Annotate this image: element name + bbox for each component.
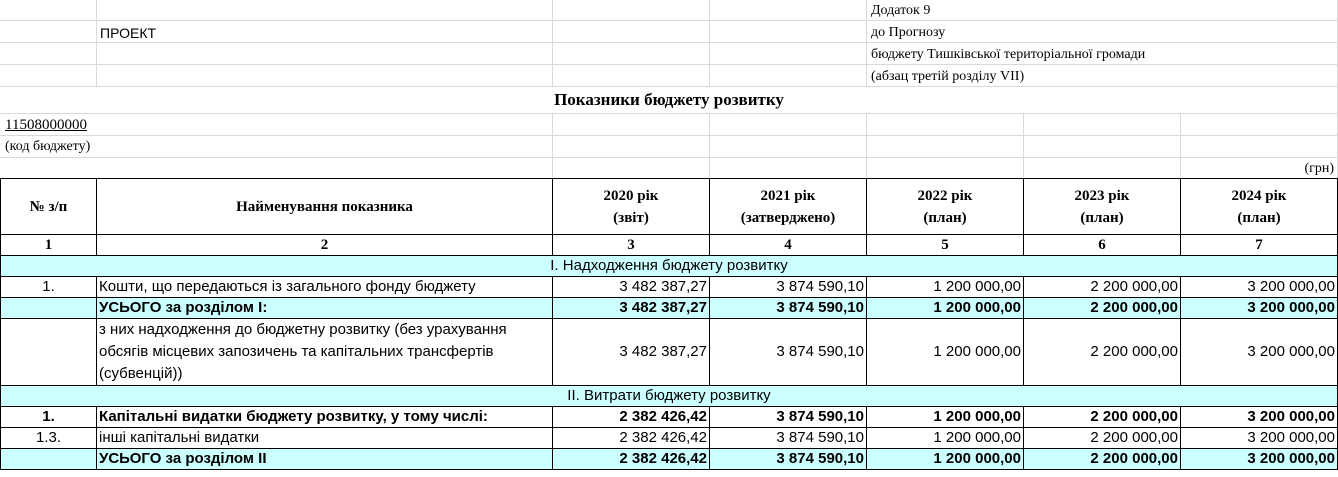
project-label: ПРОЕКТ [100,25,157,41]
budget-code: 11508000000 [5,117,87,133]
row-value: 3 874 590,10 [710,298,867,319]
header-row [1,179,1338,235]
page-title: Показники бюджету розвитку [554,90,784,109]
column-number: 3 [553,235,710,256]
grid-line [96,0,97,86]
currency-label: (грн) [1304,161,1334,176]
year-note: (план) [923,209,967,226]
grid-line [0,42,1338,43]
year-label: 2020 рік [603,187,659,204]
row-value: 3 482 387,27 [553,298,710,319]
year-label: 2022 рік [917,187,973,204]
grid-line [552,0,553,86]
row-num: 1.3. [1,428,97,449]
row-value: 3 874 590,10 [710,277,867,298]
year-label: 2021 рік [760,187,816,204]
row-name: інші капітальні видатки [97,428,553,449]
header-year [867,179,1024,235]
row-value: 2 382 426,42 [553,407,710,428]
grid-line [866,113,867,178]
row-value: 3 482 387,27 [553,277,710,298]
row-value: 2 200 000,00 [1024,298,1181,319]
row-name: УСЬОГО за розділом ІІ [97,449,553,470]
row-num: 1. [1,407,97,428]
appendix-line: бюджету Тишківської територіальної громади [871,47,1146,62]
appendix-line: (абзац третій розділу VII) [871,69,1025,84]
grid-line [709,113,710,178]
column-number: 4 [710,235,867,256]
row-value: 2 200 000,00 [1024,407,1181,428]
column-number: 5 [867,235,1024,256]
section-title: ІІ. Витрати бюджету розвитку [1,386,1338,407]
row-value: 3 874 590,10 [710,428,867,449]
header-num: № з/п [1,179,97,235]
appendix-line: до Прогнозу [871,25,946,40]
column-number: 7 [1181,235,1338,256]
section-header-row [1,386,1338,407]
row-name: УСЬОГО за розділом І: [97,298,553,319]
grid-line [0,113,1338,114]
row-value: 2 200 000,00 [1024,277,1181,298]
total-row [1,449,1338,470]
table-row [1,428,1338,449]
year-label: 2024 рік [1231,187,1287,204]
row-value: 3 200 000,00 [1181,319,1338,386]
row-value: 3 482 387,27 [553,319,710,386]
row-num [1,298,97,319]
total-row [1,298,1338,319]
grid-line [709,0,710,86]
grid-line [0,157,1338,158]
grid-line [1180,113,1181,178]
row-value: 2 382 426,42 [553,428,710,449]
table-row [1,407,1338,428]
grid-line [0,20,1338,21]
year-note: (план) [1080,209,1124,226]
row-name: Капітальні видатки бюджету розвитку, у тому числі: [97,407,553,428]
table-row [1,277,1338,298]
year-note: (план) [1237,209,1281,226]
row-value: 1 200 000,00 [867,449,1024,470]
year-note: (затверджено) [740,209,836,226]
row-value: 3 874 590,10 [710,449,867,470]
grid-line [1023,113,1024,178]
row-value: 3 200 000,00 [1181,428,1338,449]
row-value: 2 200 000,00 [1024,428,1181,449]
column-number-row [1,235,1338,256]
grid-line [0,86,1338,87]
column-number: 2 [97,235,553,256]
row-value: 1 200 000,00 [867,319,1024,386]
row-value: 2 382 426,42 [553,449,710,470]
header-name: Найменування показника [97,179,553,235]
section-header-row [1,256,1338,277]
column-number: 6 [1024,235,1181,256]
row-value: 3 200 000,00 [1181,277,1338,298]
column-number: 1 [1,235,97,256]
grid-line [552,113,553,178]
row-value: 3 874 590,10 [710,319,867,386]
row-value: 1 200 000,00 [867,277,1024,298]
row-value: 2 200 000,00 [1024,449,1181,470]
row-value: 3 200 000,00 [1181,449,1338,470]
row-name: Кошти, що передаються із загального фонду бюджету [97,277,553,298]
row-value: 3 874 590,10 [710,407,867,428]
budget-code-caption: (код бюджету) [5,139,91,154]
table-row [1,319,1338,386]
year-note: (звіт) [613,209,649,226]
row-value: 3 200 000,00 [1181,407,1338,428]
header-year [710,179,867,235]
row-num: 1. [1,277,97,298]
header-year [1181,179,1338,235]
section-title: І. Надходження бюджету розвитку [1,256,1338,277]
row-num [1,449,97,470]
row-value: 1 200 000,00 [867,298,1024,319]
row-value: 1 200 000,00 [867,428,1024,449]
header-year [1024,179,1181,235]
row-num [1,319,97,386]
grid-line [0,135,1338,136]
row-value: 3 200 000,00 [1181,298,1338,319]
budget-table [0,178,1338,470]
row-value: 2 200 000,00 [1024,319,1181,386]
header-year [553,179,710,235]
year-label: 2023 рік [1074,187,1130,204]
row-value: 1 200 000,00 [867,407,1024,428]
grid-line [866,0,867,86]
row-name: з них надходження до бюджетну розвитку (без урахування обсягів місцевих запозичень та капітальних трансфертів (субвенцій)) [97,319,553,386]
appendix-line: Додаток 9 [871,3,931,18]
